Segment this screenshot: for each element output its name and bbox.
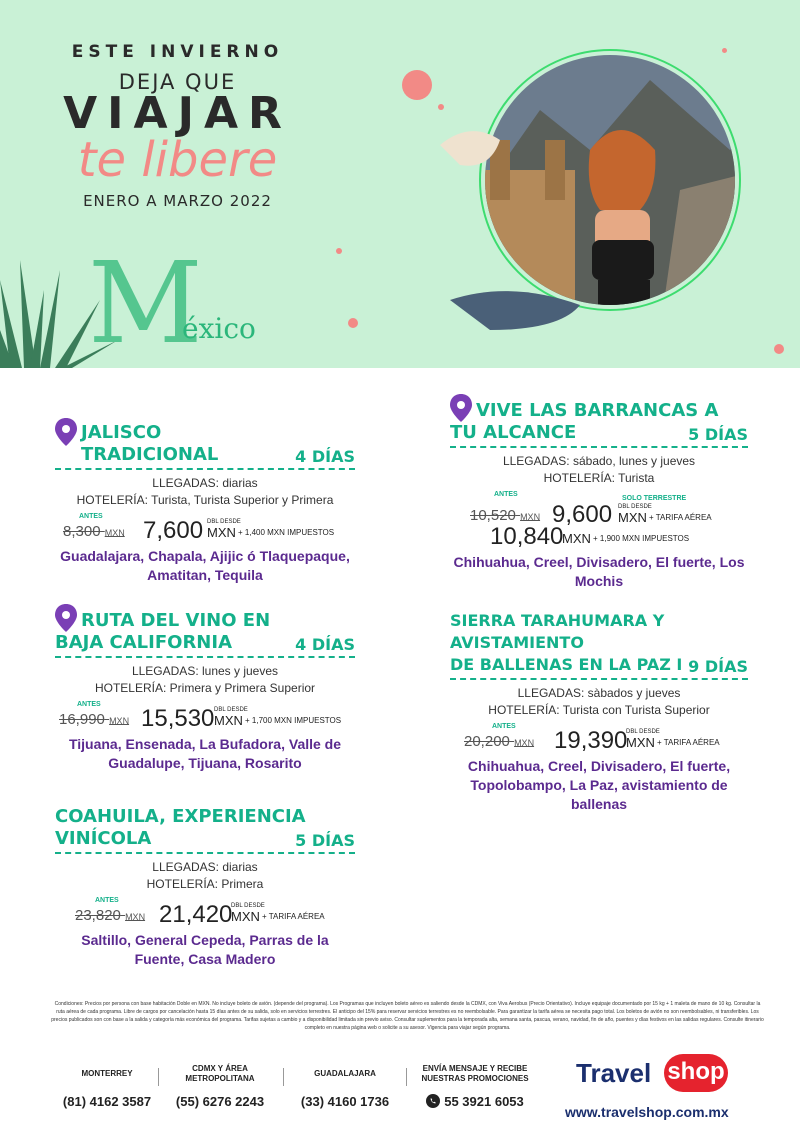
arrivals-text: LLEGADAS: lunes y jueves: [131, 664, 279, 678]
package-days: 9 DÍAS: [688, 657, 748, 676]
divider: [406, 1068, 407, 1086]
arrivals-text: LLEGADAS: diarias: [152, 476, 258, 490]
dashed-divider: [55, 656, 355, 658]
package-days: 4 DÍAS: [295, 447, 355, 466]
antes-label: ANTES: [79, 513, 103, 520]
package-coahuila[interactable]: [55, 806, 355, 969]
arrivals-text: LLEGADAS: sábado, lunes y jueves: [502, 454, 696, 468]
contact-label: GUADALAJARA: [314, 1069, 376, 1078]
hero-banner: [0, 0, 800, 368]
currency-label: MXN: [214, 713, 243, 728]
alt-price: 10,840: [490, 523, 564, 550]
currency-label: MXN: [618, 510, 647, 525]
currency-label: MXN: [207, 525, 236, 540]
old-price: 20,200 MXN: [464, 733, 535, 750]
solo-terrestre-label: SOLO TERRESTRE: [622, 495, 687, 502]
contact-label: ENVÍA MENSAJE Y RECIBE NUESTRAS PROMOCIONES: [421, 1064, 529, 1083]
dbl-label: DBL DESDE: [214, 707, 248, 713]
hero-dates: ENERO A MARZO 2022: [83, 192, 272, 210]
mexico-word: éxico: [182, 312, 256, 345]
location-pin-icon: [450, 394, 472, 422]
dashed-divider: [55, 468, 355, 470]
antes-label: ANTES: [77, 701, 101, 708]
price-block: [55, 897, 355, 931]
extra-charges: + TARIFA AÉREA: [649, 513, 712, 522]
contact-monterrey: [62, 1062, 152, 1109]
antes-label: ANTES: [95, 897, 119, 904]
contact-whatsapp: [410, 1062, 540, 1109]
conditions-text: Condiciones: Precios por persona con base habitación Doble en MXN. No incluye boleto de avión. (depende del programa). Los Programas que incluyen boleto aéreo es saliendo desde la CDMX, con Viva Aerobus (Precio Orientativo). Incluye equipaje documentado por 15 kg + 1 maleta de mano de 10 kg. Consultar la ruta aérea de cada programa. Libre de cargos por cancelación hasta 15 días antes de su salida, solo en servicios terrestres. El anticipo del 15% para reservar servicios terrestres es no reembolsable. Para garantizar la tarifa aérea se necesita pago total. Los boletos de avión no son reembolsables, ni transferibles. Los precios publicados son con base a la salida y categoría más económica del programa. Tarifas sujetas a cambio y a disponibilidad limitada sin previo aviso. Consultar suplementos para la temporada alta, semana santa, pascua, verano, navidad, fin de año, puentes y días festivos en las salidas regulares. Consulte itinerario completo en nuestra página web o solicite a su asesor. Vigencia para viajar según programa.: [51, 1001, 764, 1031]
location-pin-icon: [55, 604, 77, 632]
alt-price-block: [450, 523, 748, 553]
dbl-label: DBL DESDE: [618, 504, 652, 510]
dbl-label: DBL DESDE: [231, 903, 265, 909]
contact-phone-row[interactable]: [410, 1094, 540, 1109]
brand-logo-travel: Travel: [576, 1058, 652, 1088]
divider: [283, 1068, 284, 1086]
travel-photo-collage: [430, 40, 785, 360]
new-price: 7,600: [143, 517, 204, 544]
old-price: 8,300 MXN: [63, 523, 125, 540]
hero-line-3: VIAJAR: [63, 88, 292, 139]
package-barrancas[interactable]: [450, 400, 748, 591]
antes-label: ANTES: [494, 491, 518, 498]
old-price: 16,990 MXN: [59, 711, 130, 728]
package-sierra-tarahumara[interactable]: [450, 610, 748, 814]
brand-logo-shop: shop: [664, 1054, 728, 1092]
package-title: COAHUILA, EXPERIENCIA: [55, 806, 306, 827]
route-text: Chihuahua, Creel, Divisadero, El fuerte, Los Mochis: [453, 554, 745, 589]
extra-charges: + 1,400 MXN IMPUESTOS: [238, 528, 335, 537]
new-price: 21,420: [159, 901, 233, 928]
hotel-text: HOTELERÍA: Turista: [543, 471, 655, 485]
dashed-divider: [450, 678, 748, 680]
extra-charges: + 1,700 MXN IMPUESTOS: [245, 716, 342, 725]
hotel-text: HOTELERÍA: Turista con Turista Superior: [488, 703, 710, 717]
arrivals-text: LLEGADAS: sàbados y jueves: [517, 686, 681, 700]
package-ruta-vino[interactable]: [55, 610, 355, 773]
price-block: [55, 701, 355, 735]
hero-line-4: te libere: [77, 132, 278, 188]
alt-extra-charges: + 1,900 MXN IMPUESTOS: [593, 534, 690, 543]
package-days: 4 DÍAS: [295, 635, 355, 654]
price-block: [450, 491, 748, 528]
hotel-text: HOTELERÍA: Turista, Turista Superior y Primera: [76, 493, 334, 507]
package-title: SIERRA TARAHUMARA Y AVISTAMIENTO: [450, 611, 665, 652]
contact-cdmx: [165, 1062, 275, 1109]
package-jalisco[interactable]: [55, 422, 355, 585]
package-days: 5 DÍAS: [295, 831, 355, 850]
contact-phone[interactable]: (55) 6276 2243: [175, 1094, 265, 1109]
contact-phone[interactable]: (33) 4160 1736: [300, 1094, 390, 1109]
contact-guadalajara: [290, 1062, 400, 1109]
price-block: [450, 723, 748, 757]
package-days: 5 DÍAS: [688, 425, 748, 444]
mexico-initial: M: [88, 239, 203, 368]
new-price: 9,600: [552, 501, 613, 528]
arrivals-text: LLEGADAS: diarias: [152, 860, 258, 874]
package-title-line2: VINÍCOLA: [55, 828, 152, 849]
route-text: Guadalajara, Chapala, Ajijic ó Tlaquepaque, Amatitan, Tequila: [60, 548, 350, 583]
package-title: RUTA DEL VINO EN: [81, 610, 271, 631]
old-price: 23,820 MXN: [75, 907, 146, 924]
new-price: 19,390: [554, 727, 628, 754]
old-price: 10,520 MXN: [470, 507, 541, 524]
contact-label: CDMX Y ÁREA METROPOLITANA: [185, 1064, 255, 1083]
package-title-line2: BAJA CALIFORNIA: [55, 632, 233, 653]
contact-phone[interactable]: (81) 4162 3587: [62, 1094, 152, 1109]
dashed-divider: [450, 446, 748, 448]
antes-label: ANTES: [492, 723, 516, 730]
route-text: Tijuana, Ensenada, La Bufadora, Valle de Guadalupe, Tijuana, Rosarito: [68, 736, 342, 771]
dbl-label: DBL DESDE: [207, 519, 241, 525]
decor-dot: [402, 70, 432, 100]
package-title: JALISCO TRADICIONAL: [81, 422, 219, 465]
decor-dot: [336, 248, 342, 254]
currency-label: MXN: [626, 735, 655, 750]
alt-currency: MXN: [562, 531, 591, 546]
hero-line-1: ESTE INVIERNO: [71, 42, 284, 62]
package-title-line2: TU ALCANCE: [450, 422, 577, 443]
route-text: Saltillo, General Cepeda, Parras de la Fuente, Casa Madero: [81, 932, 329, 967]
hotel-text: HOTELERÍA: Primera y Primera Superior: [94, 681, 316, 695]
currency-label: MXN: [231, 909, 260, 924]
package-title: VIVE LAS BARRANCAS A: [476, 400, 719, 421]
extra-charges: + TARIFA AÉREA: [657, 738, 720, 747]
contact-phone[interactable]: 55 3921 6053: [444, 1094, 524, 1109]
whatsapp-icon: [426, 1094, 440, 1108]
route-text: Chihuahua, Creel, Divisadero, El fuerte, Topolobampo, La Paz, avistamiento de ballenas: [467, 758, 731, 812]
dbl-label: DBL DESDE: [626, 729, 660, 735]
website-link[interactable]: www.travelshop.com.mx: [565, 1104, 729, 1120]
divider: [158, 1068, 159, 1086]
extra-charges: + TARIFA AÉREA: [262, 912, 325, 921]
package-title-line2: DE BALLENAS EN LA PAZ I: [450, 655, 683, 674]
hero-line-2: DEJA QUE: [118, 70, 237, 94]
new-price: 15,530: [141, 705, 215, 732]
hotel-text: HOTELERÍA: Primera: [146, 877, 264, 891]
dashed-divider: [55, 852, 355, 854]
price-block: [55, 513, 355, 547]
contact-label: MONTERREY: [81, 1069, 133, 1078]
decor-dot: [348, 318, 358, 328]
